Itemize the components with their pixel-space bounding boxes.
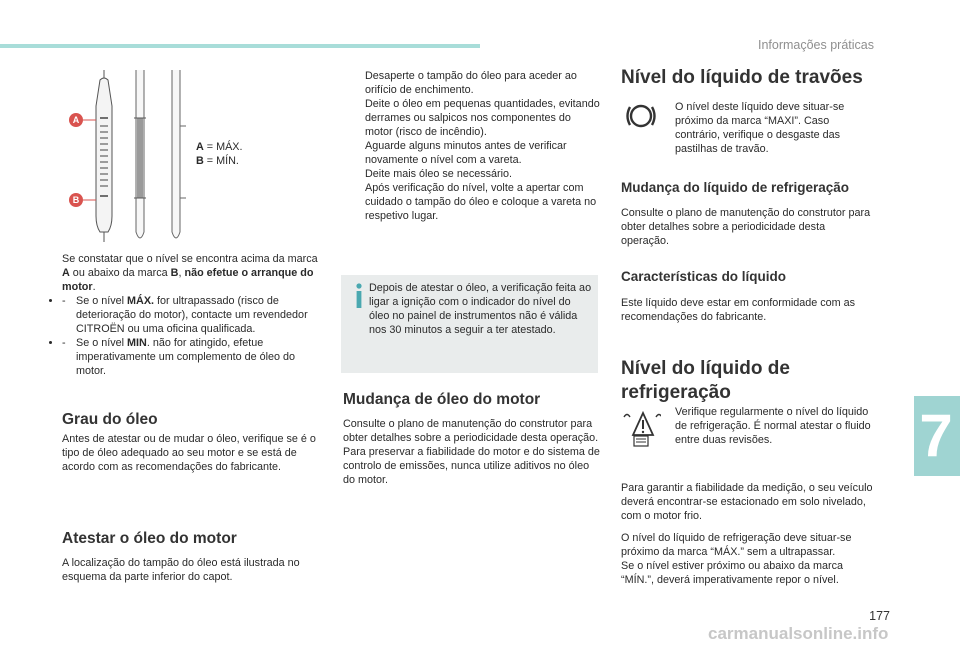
intro-text-3: , [178,267,185,279]
dash-2-bold: MIN [127,337,147,349]
step-text: Deite o óleo em pequenas quantidades, evitando derrames ou salpicos nos componentes do motor (risco de incêndio). [365,98,600,138]
list-item [343,167,601,181]
refr-text [621,481,876,587]
intro-text-1: Se constatar que o nível se encontra acima da marca [62,253,318,265]
refr-text-2: O nível do líquido de refrigeração deve situar-se próximo da marca “MÁX.” sem a ultrapassar. [621,532,852,558]
marker-a: A [72,115,80,125]
info-box [341,275,598,373]
dash-marker: • - [62,337,66,349]
mudanca-oleo-heading: Mudança de óleo do motor [343,391,541,408]
legend-a-text: = MÁX. [203,141,243,153]
coolant-warning-icon [619,405,661,447]
list-item [343,97,601,139]
dash-marker: • - [62,295,66,307]
info-text: Depois de atestar o óleo, a verificação feita ao ligar a ignição com o indicador do nível do óleo no painel de instrumentos não é válida nos 30 minutos a seguir a ter atestado. [369,282,592,336]
middle-column [343,69,601,223]
info-icon [354,283,364,309]
intro-text-4: . [92,281,96,293]
intro-paragraph [62,252,320,294]
intro-mark-b: B [170,267,179,279]
oil-steps-list [343,69,601,223]
legend-b-letter: B [196,155,204,167]
grau-text: Antes de atestar ou de mudar o óleo, verifique se é o tipo de óleo adequado ao seu motor e se está de acordo com as recomendações do fabricante. [62,433,316,473]
list-item [343,139,601,167]
intro-mark-a: A [62,267,70,279]
dash-1-post: for ultrapassado (risco de deterioração do motor), contacte um revendedor CITROËN ou uma oficina qualificada. [76,295,308,335]
mudanca-oleo-text-2: Para preservar a fiabilidade do motor e do sistema de controlo de emissões, nunca utilize aditivos no óleo do motor. [343,446,600,486]
step-text: Deite mais óleo se necessário. [365,168,513,180]
intro-warning: não efetue o arranque do motor [62,267,314,293]
mudanca-oleo-text-1: Consulte o plano de manutenção do construtor para obter detalhes sobre a periodicidade desta operação. [343,418,599,444]
mudanca-refr-heading: Mudança do líquido de refrigeração [621,180,850,195]
refr-heading-line-1: Nível do líquido de [621,358,790,379]
list-item [343,181,601,223]
dipstick-illustration [60,66,200,246]
refr-text-3: Se o nível estiver próximo ou abaixo da marca “MÍN.”, deverá imperativamente repor o nível. [621,560,844,586]
refr-icon-text: Verifique regularmente o nível do líquido de refrigeração. É normal atestar o fluido entre duas revisões. [675,406,871,446]
atestar-heading: Atestar o óleo do motor [62,530,237,547]
caract-text: Este líquido deve estar em conformidade com as recomendações do fabricante. [621,297,856,323]
caract-heading: Características do líquido [621,269,787,284]
page-number: 177 [869,609,890,623]
mudanca-refr-text: Consulte o plano de manutenção do construtor para obter detalhes sobre a periodicidade desta operação. [621,207,871,247]
intro-text-2: ou abaixo da marca [69,267,171,279]
dash-1-pre: Se o nível [76,295,128,307]
atestar-text: A localização do tampão do óleo está ilustrada no esquema da parte inferior do capot. [62,557,300,583]
travoes-text: O nível deste líquido deve situar-se próximo da marca “MAXI”. Caso contrário, verifique o desgaste das pastilhas de travão. [675,101,845,155]
grau-heading: Grau do óleo [62,411,158,428]
section-title: Informações práticas [757,38,874,52]
watermark: carmanualsonline.info [708,624,889,643]
travoes-heading: Nível do líquido de travões [621,67,863,88]
dash-item-min [62,336,320,378]
dash-2-pre: Se o nível [76,337,128,349]
left-column [62,252,320,378]
marker-b: B [72,195,80,205]
dash-2-post: . não for atingido, efetue imperativamente um complemento de óleo do motor. [76,337,296,377]
brake-fluid-icon [624,101,658,131]
dash-1-bold: MÁX. [127,295,155,307]
refr-text-1: Para garantir a fiabilidade da medição, o seu veículo deverá encontrar-se estacionado em solo nivelado, com o motor frio. [621,482,873,522]
list-item [343,69,601,97]
step-text: Após verificação do nível, volte a apertar com cuidado o tampão do óleo e coloque a vareta no respetivo lugar. [365,182,597,222]
chapter-number: 7 [919,402,953,469]
legend-b-text: = MÍN. [203,155,239,167]
dash-item-max [62,294,320,336]
header-accent-bar [0,44,480,48]
mudanca-oleo-text [343,417,601,487]
refr-heading-line-2: refrigeração [621,382,731,403]
legend-a-letter: A [196,141,204,153]
step-text: Desaperte o tampão do óleo para aceder ao orifício de enchimento. [365,70,577,96]
refr-heading [621,357,790,405]
step-text: Aguarde alguns minutos antes de verificar novamente o nível com a vareta. [365,140,567,166]
figure-legend [196,140,276,168]
level-dash-list [62,294,320,378]
